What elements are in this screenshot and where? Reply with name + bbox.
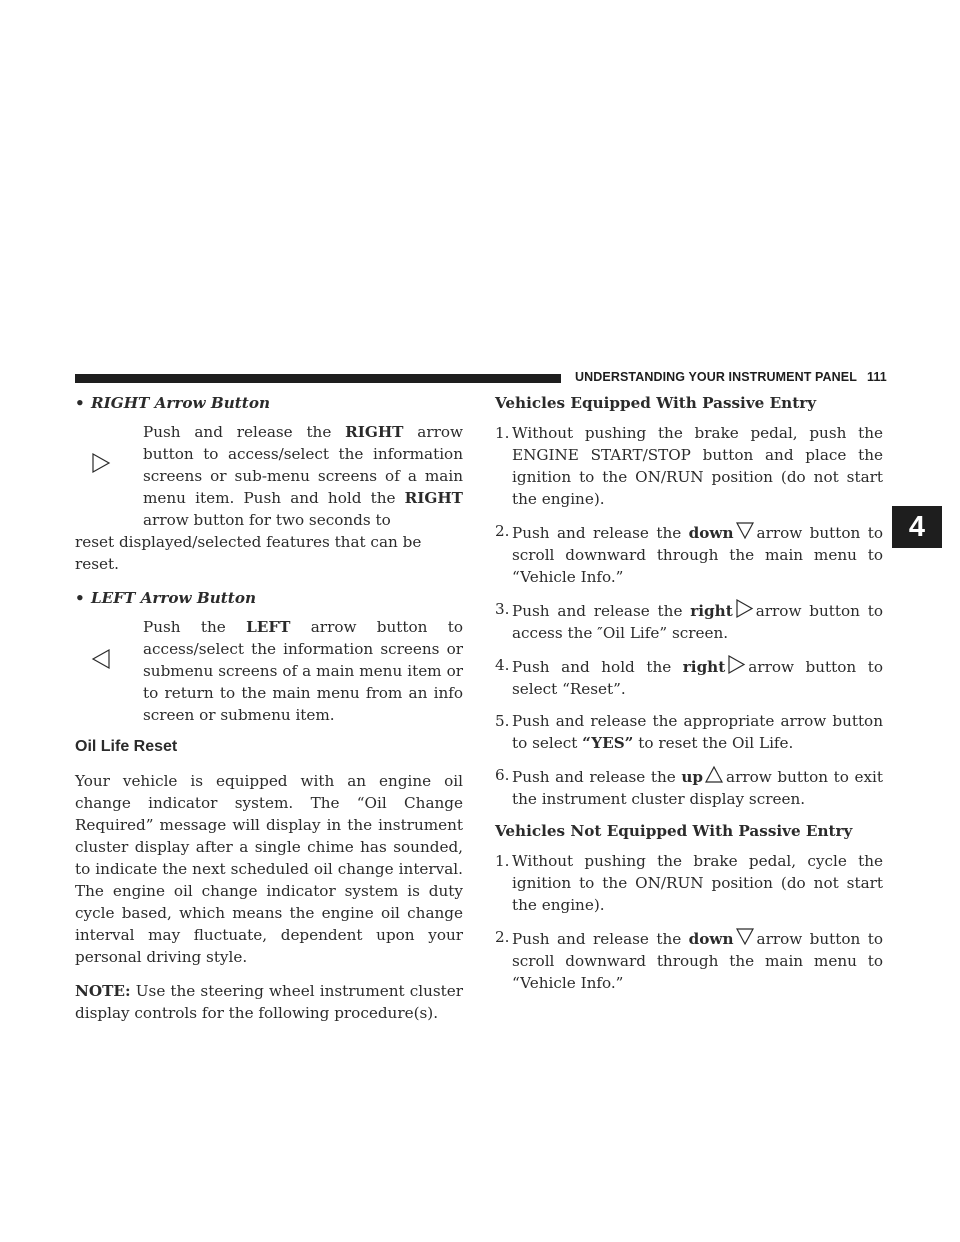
bullet-title: RIGHT Arrow Button [91, 394, 270, 412]
step-item: 4. Push and hold the right arrow button to select “Reset”. [495, 656, 883, 698]
section-title: Oil Life Reset [75, 738, 178, 755]
chapter-tab: 4 [892, 506, 942, 548]
step-number: 1. [495, 852, 510, 870]
non-passive-entry-heading: Vehicles Not Equipped With Passive Entry [495, 822, 853, 840]
step-item: 5. Push and release the appropriate arrow button to select “YES” to reset the Oil Life. [495, 712, 883, 752]
step-number: 4. [495, 656, 510, 674]
down-arrow-icon [735, 520, 755, 541]
passive-entry-steps [495, 422, 883, 810]
step-item: 1. Without pushing the brake pedal, push the ENGINE START/STOP button and place the ignition to the ON/RUN position (do not start the engine). [495, 424, 883, 508]
step-item: 2. Push and release the down arrow button to scroll downward through the main menu to “Vehicle Info.” [495, 522, 883, 586]
non-passive-entry-steps [495, 850, 883, 994]
step-item: 6. Push and release the up arrow button to exit the instrument cluster display screen. [495, 766, 883, 808]
bullet-marker: • [75, 589, 85, 607]
bullet-continuation: reset displayed/selected features that can be reset. [75, 533, 422, 573]
left-column [75, 392, 463, 1036]
step-number: 1. [495, 424, 510, 442]
right-arrow-icon [726, 654, 746, 675]
header-title: UNDERSTANDING YOUR INSTRUMENT PANEL [575, 370, 857, 384]
page-number: 111 [866, 370, 887, 384]
step-number: 2. [495, 522, 510, 540]
bullet-title: LEFT Arrow Button [91, 589, 256, 607]
step-item: 3. Push and release the right arrow button to access the ″Oil Life” screen. [495, 600, 884, 642]
step-item: 2. Push and release the down arrow button to scroll downward through the main menu to “Vehicle Info.” [495, 928, 883, 992]
step-number: 2. [495, 928, 510, 946]
down-arrow-icon [735, 926, 755, 947]
note-text: Use the steering wheel instrument cluster display controls for the following procedure(s). [75, 982, 463, 1022]
bullet-marker: • [75, 394, 85, 412]
step-number: 5. [495, 712, 510, 730]
up-arrow-icon [704, 764, 724, 785]
step-number: 3. [495, 600, 510, 618]
bullet-right-arrow [75, 392, 463, 575]
right-column [495, 392, 883, 1004]
bullet-left-arrow [75, 587, 463, 726]
right-arrow-icon [91, 452, 111, 474]
running-header [575, 370, 887, 384]
right-arrow-icon [734, 598, 754, 619]
passive-entry-heading: Vehicles Equipped With Passive Entry [495, 394, 817, 412]
bullet-text: Push and release the RIGHT arrow button to access/select the information screens or sub-menu screens of a main menu item. Push and hold the RIGHT arrow button for two seconds to [143, 423, 463, 529]
step-number: 6. [495, 766, 510, 784]
step-item: 1. Without pushing the brake pedal, cycle the ignition to the ON/RUN position (do not start the engine). [495, 852, 883, 914]
note-label: NOTE: [75, 982, 131, 1000]
header-rule [75, 374, 561, 383]
body-paragraph: Your vehicle is equipped with an engine oil change indicator system. The “Oil Change Required” message will display in the instrument cluster display after a single chime has sounded, to indicate the next scheduled oil change interval. The engine oil change indicator system is duty cycle based, which means the engine oil change interval may fluctuate, dependent upon your personal driving style. [75, 772, 463, 966]
bullet-text: Push the LEFT arrow button to access/select the information screens or submenu screens of a main menu item or to return to the main menu from an info screen or submenu item. [143, 618, 463, 724]
note-paragraph [75, 980, 463, 1024]
left-arrow-icon [91, 648, 111, 670]
